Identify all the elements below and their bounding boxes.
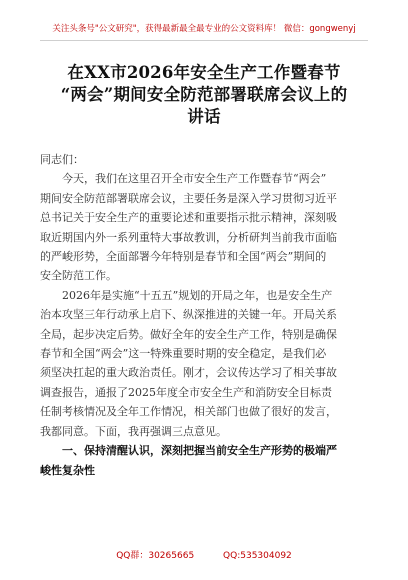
page-title [40,62,368,128]
footer-contact [40,550,368,562]
paragraph-line: 任制考核情况及全年工作情况，相关部门也做了很好的发言， [40,405,337,419]
paragraph-line: 全局，起步决定后势。做好全年的安全生产工作，特别是确保 [40,327,337,341]
title-line: “两会”期间安全防范部署联席会议上的 [60,85,348,104]
salutation-line: 同志们： [40,153,84,166]
header-note: 关注头条号"公文研究"，获得最新最全最专业的公文资料库！ 微信：gongwenyj [52,24,356,34]
paragraph-line: 总书记关于安全生产的重要论述和重要指示批示精神，深刻吸 [40,211,337,225]
paragraph-line: 取近期国内外一系列重特大事故教训，分析研判当前我市面临 [40,230,337,244]
paragraph-line: 安全防范工作。 [40,269,117,283]
heading-line: 峻性复杂性 [40,463,95,477]
footer-qq-number: QQ:535304092 [223,551,292,561]
paragraph-2 [40,286,368,441]
paragraph-line: 期间安全防范部署联席会议，主要任务是深入学习贯彻习近平 [40,191,337,205]
paragraph-line: 我都同意。下面，我再强调三点意见。 [40,424,227,438]
paragraph-line: 治本攻坚三年行动承上启下、纵深推进的关键一年。开局关系 [40,308,337,322]
heading-line: 一、保持清醒认识，深刻把握当前安全生产形势的极端严 [62,444,337,458]
title-line: 在XX市2026年安全生产工作暨春节 [67,63,341,82]
document-body [40,150,368,480]
footer-qq-group: QQ群：30265665 [116,551,195,561]
paragraph-line: 须坚决扛起的重大政治责任。刚才，会议传达学习了相关事故 [40,366,337,380]
paragraph-1 [40,169,368,285]
paragraph-line: 今天，我们在这里召开全市安全生产工作暨春节“两会” [62,172,327,186]
paragraph-line: 春节和全国“两会”这一特殊重要时期的安全稳定，是我们必 [40,347,327,361]
header-divider [40,40,368,41]
paragraph-line: 调查报告，通报了2025年度全市安全生产和消防安全目标责 [40,385,332,399]
salutation [40,150,368,169]
paragraph-line: 的严峻形势，全面部署今年特别是春节和全国“两会”期间的 [40,250,327,264]
title-line: 讲话 [187,107,221,126]
paragraph-line: 2026年是实施“十五五”规划的开局之年，也是安全生产 [62,288,333,302]
section-heading-1 [40,441,368,480]
